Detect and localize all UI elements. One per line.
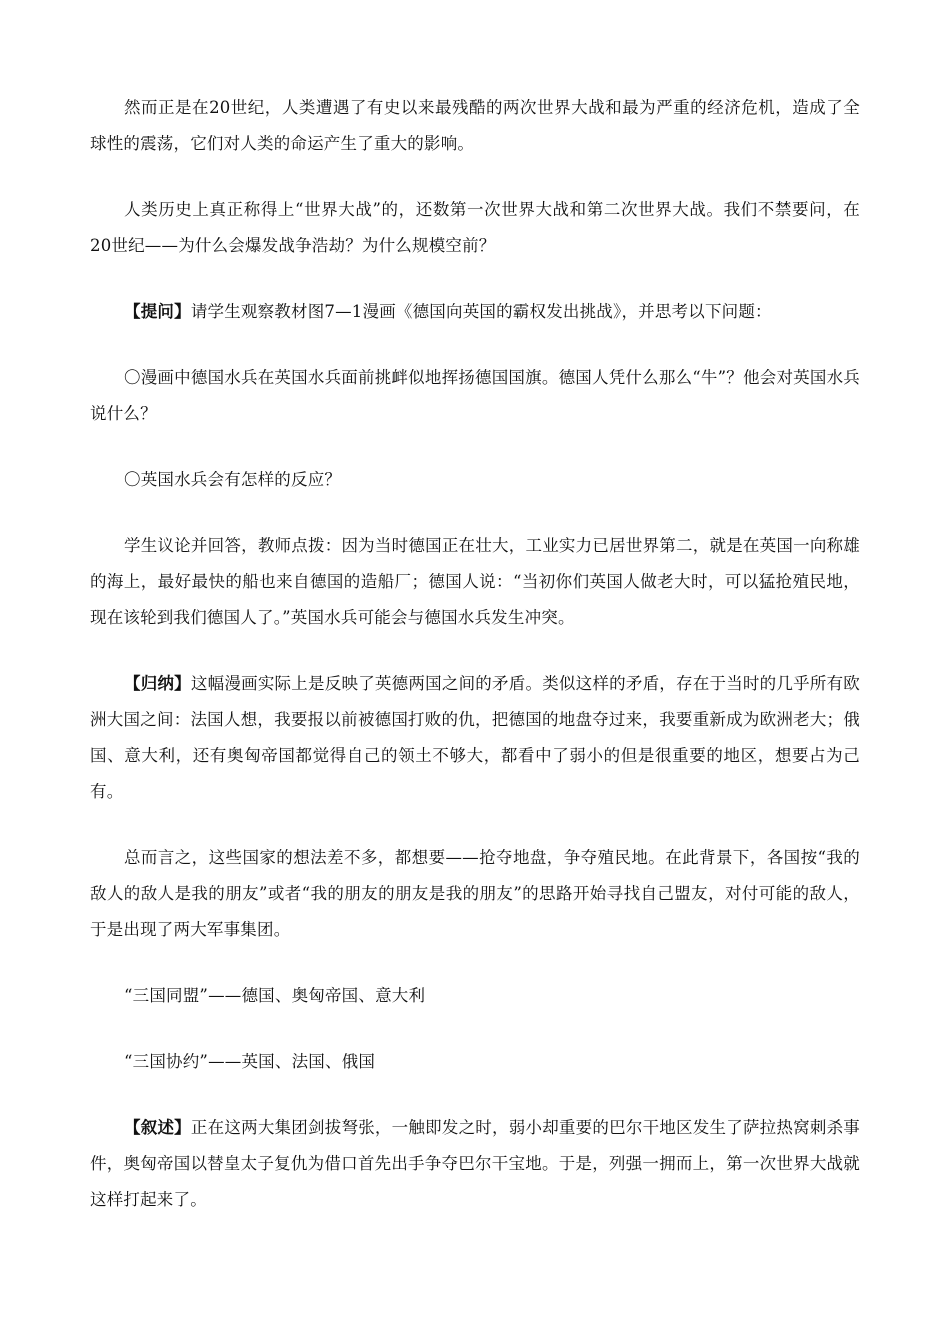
summary-tag: 【归纳】: [124, 674, 191, 693]
paragraph-text: 然而正是在20世纪，人类遭遇了有史以来最残酷的两次世界大战和最为严重的经济危机，造成了全球性的震荡，它们对人类的命运产生了重大的影响。: [90, 98, 860, 153]
paragraph-conclusion: [90, 840, 860, 948]
paragraph-discussion: [90, 528, 860, 636]
question-item-1: [90, 360, 860, 432]
alliance-triple-alliance: [90, 978, 860, 1014]
paragraph-text: 总而言之，这些国家的想法差不多，都想要——抢夺地盘，争夺殖民地。在此背景下，各国按“我的敌人的敌人是我的朋友”或者“我的朋友的朋友是我的朋友”的思路开始寻找自己盟友，对付可能的敌人，于是出现了两大军事集团。: [90, 848, 860, 939]
question-tag: 【提问】: [124, 302, 191, 321]
paragraph-narration: [90, 1110, 860, 1218]
question-item-2: [90, 462, 860, 498]
paragraph-text: “三国同盟”——德国、奥匈帝国、意大利: [124, 986, 426, 1005]
paragraph-text: 人类历史上真正称得上“世界大战”的，还数第一次世界大战和第二次世界大战。我们不禁要问，在20世纪——为什么会爆发战争浩劫？为什么规模空前？: [90, 200, 860, 255]
document-page: [90, 90, 860, 1248]
paragraph-text: 这幅漫画实际上是反映了英德两国之间的矛盾。类似这样的矛盾，存在于当时的几乎所有欧洲大国之间：法国人想，我要报以前被德国打败的仇，把德国的地盘夺过来，我要重新成为欧洲老大；俄国、意大利，还有奥匈帝国都觉得自己的领土不够大，都看中了弱小的但是很重要的地区，想要占为己有。: [90, 674, 860, 801]
paragraph-text: “三国协约”——英国、法国、俄国: [124, 1052, 376, 1071]
narration-tag: 【叙述】: [124, 1118, 191, 1137]
paragraph-text: 请学生观察教材图7—1漫画《德国向英国的霸权发出挑战》，并思考以下问题：: [190, 302, 772, 321]
paragraph-text: 〇英国水兵会有怎样的反应？: [124, 470, 342, 489]
alliance-triple-entente: [90, 1044, 860, 1080]
paragraph-text: 学生议论并回答，教师点拨：因为当时德国正在壮大，工业实力已居世界第二，就是在英国一向称雄的海上，最好最快的船也来自德国的造船厂；德国人说：“当初你们英国人做老大时，可以猛抢殖民地，现在该轮到我们德国人了。”英国水兵可能会与德国水兵发生冲突。: [90, 536, 860, 627]
paragraph-2: [90, 192, 860, 264]
paragraph-text: 正在这两大集团剑拔弩张，一触即发之时，弱小却重要的巴尔干地区发生了萨拉热窝刺杀事件，奥匈帝国以替皇太子复仇为借口首先出手争夺巴尔干宝地。于是，列强一拥而上，第一次世界大战就这样打起来了。: [90, 1118, 860, 1209]
paragraph-text: 〇漫画中德国水兵在英国水兵面前挑衅似地挥扬德国国旗。德国人凭什么那么“牛”？他会对英国水兵说什么？: [90, 368, 860, 423]
paragraph-1: [90, 90, 860, 162]
paragraph-summary: [90, 666, 860, 810]
paragraph-question: [90, 294, 860, 330]
